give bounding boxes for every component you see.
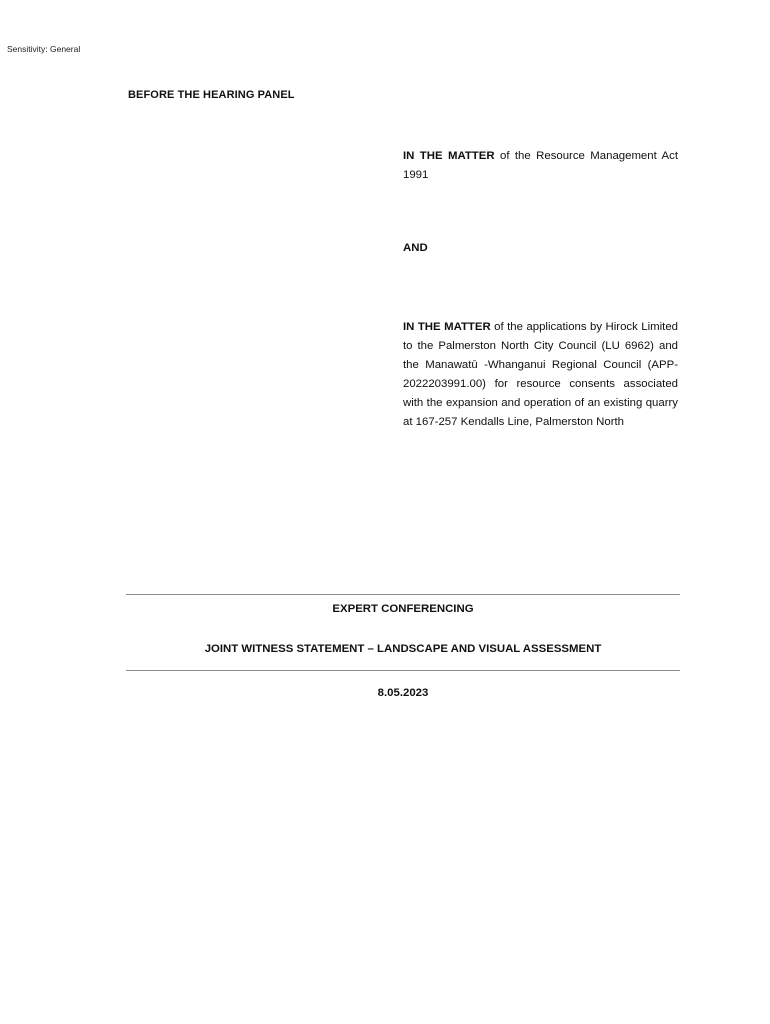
and-label: AND: [403, 242, 428, 254]
hearing-panel-heading: BEFORE THE HEARING PANEL: [128, 89, 295, 101]
matter-rma: [403, 147, 678, 185]
matter-applications-lead: IN THE MATTER: [403, 321, 491, 333]
matter-rma-lead: IN THE MATTER: [403, 150, 495, 162]
joint-witness-statement-title: JOINT WITNESS STATEMENT – LANDSCAPE AND VISUAL ASSESSMENT: [204, 643, 602, 655]
matter-rma-text: of the Resource Management Act 1991: [403, 150, 678, 181]
matter-applications-text: of the applications by Hirock Limited to the Palmerston North City Council (LU 6962) and the Manawatū -Whanganui Regional Council (APP-2022203991.00) for resource consents associated with the expansion and operation of an existing quarry at 167-257 Kendalls Line, Palmerston North: [403, 321, 678, 428]
top-divider: [126, 594, 680, 595]
sensitivity-label: Sensitivity: General: [7, 44, 81, 54]
bottom-divider: [126, 670, 680, 671]
matter-applications: [403, 318, 678, 432]
expert-conferencing-title: EXPERT CONFERENCING: [332, 603, 474, 615]
statement-date: 8.05.2023: [377, 687, 429, 699]
